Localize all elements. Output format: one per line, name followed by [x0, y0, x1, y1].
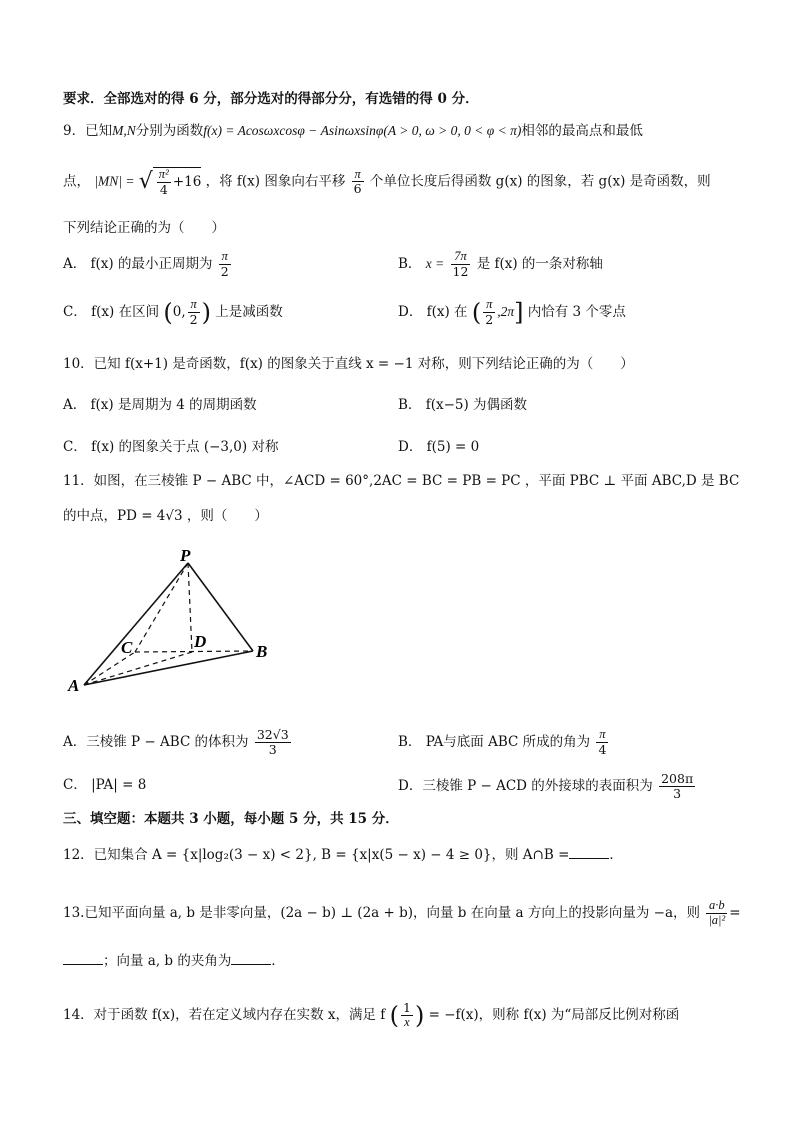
answer-blank[interactable] [569, 846, 609, 859]
q9-sqrt-tail: +16 [172, 173, 202, 190]
frac-num: 7π [451, 250, 471, 265]
q9-text: 相邻的最高点和最低 [521, 123, 643, 139]
paren-open: ( [389, 1001, 399, 1030]
q9-text: 个单位长度后得函数 g(x) 的图象，若 g(x) 是奇函数，则 [369, 173, 711, 190]
option-text: 0, [172, 303, 186, 320]
q10-option-b: B． f(x−5) 为偶函数 [398, 397, 528, 413]
frac-den: 2 [485, 311, 494, 327]
option-text: D．三棱锥 P − ACD 的外接球的表面积为 [398, 777, 653, 794]
q9-sqrt-num: π² [158, 167, 169, 181]
q12-tail: ． [609, 847, 623, 863]
q9-line3: 下列结论正确的为（ ） [63, 220, 225, 236]
q9-shift-num: π [352, 168, 364, 183]
q11-option-c: C． |PA| = 8 [63, 777, 147, 793]
q13-line2 [63, 952, 285, 969]
edge-pc [135, 563, 188, 652]
frac-num: 208π [661, 771, 694, 786]
q11-line1: 11．如图，在三棱锥 P − ABC 中，∠ACD = 60°,2AC = BC = PB = PC ，平面 PBC ⊥ 平面 ABC,D 是 BC [63, 473, 740, 489]
q9-line2 [63, 167, 711, 197]
q9-option-a [63, 250, 233, 279]
q9-text: ，将 f(x) 图象向右平移 [205, 173, 346, 190]
q9-text: 已知 [85, 123, 113, 139]
tetrahedron-figure [60, 545, 280, 695]
option-text: 上是减函数 [215, 303, 283, 320]
option-label: D． [398, 303, 423, 320]
paren-open: ( [163, 298, 173, 327]
q9-number: 9． [63, 123, 86, 139]
q13-text: ；向量 a, b 的夹角为 [103, 953, 232, 969]
q14-text: = −f(x)，则称 f(x) 为“局部反比例对称函 [428, 1006, 680, 1023]
option-text: f(x) 的最小正周期为 [90, 255, 213, 272]
q12-line [63, 846, 623, 863]
q14-text: 14．对于函数 f(x)，若在定义域内存在实数 x，满足 f [63, 1006, 386, 1023]
q9-text: 分别为函数 [135, 123, 204, 139]
option-text: B． PA与底面 ABC 所成的角为 [398, 733, 591, 750]
answer-blank[interactable] [63, 952, 103, 965]
frac-num: π [483, 298, 495, 313]
q11-option-d [398, 772, 697, 801]
option-text: 内恰有 3 个零点 [527, 303, 626, 320]
option-text: x = [425, 255, 445, 271]
option-text: ,2π [497, 303, 515, 319]
section-3-heading: 三、填空题：本题共 3 小题，每小题 5 分，共 15 分． [63, 811, 399, 827]
answer-blank[interactable] [231, 952, 271, 965]
frac-den: 4 [598, 741, 607, 757]
q10-stem: 10．已知 f(x+1) 是奇函数，f(x) 的图象关于直线 x = −1 对称，则下列结论正确的为（ ） [63, 356, 634, 372]
label-p: P [180, 546, 191, 565]
frac-num: π [596, 728, 608, 743]
option-text: 是 f(x) 的一条对称轴 [476, 255, 603, 272]
q9-option-d [398, 298, 626, 327]
frac-den: 3 [268, 741, 277, 757]
frac-den: |a|² [708, 912, 726, 927]
edge-cb [135, 651, 253, 652]
q9-mn-abs: |MN| = [94, 173, 135, 189]
q9-sqrt-den: 4 [159, 181, 168, 197]
frac-den: 12 [452, 263, 469, 279]
frac-num: π [219, 250, 231, 265]
q10-option-d: D． f(5) = 0 [398, 439, 480, 455]
equals-sign: = [729, 904, 741, 921]
option-label: C． [63, 303, 87, 320]
sqrt-symbol: √ $\frac{\text{π²}}{4}$ +16 [138, 167, 202, 197]
q9-option-c [63, 298, 283, 327]
q9-text: 点， [63, 173, 90, 190]
edge-pd [188, 563, 192, 652]
bracket-close: ] [514, 298, 524, 327]
q13-tail: ． [271, 953, 285, 969]
q9-line1 [63, 124, 643, 139]
q10-option-a: A． f(x) 是周期为 4 的周期函数 [63, 397, 257, 413]
label-b: B [256, 642, 268, 661]
q9-mn: M,N [112, 123, 136, 138]
scoring-requirement: 要求．全部选对的得 6 分，部分选对的得部分分，有选错的得 0 分． [63, 91, 479, 107]
q9-formula: f(x) = Acosωxcosφ − Asinωxsinφ(A > 0, ω > 0, 0 < φ < π) [203, 123, 522, 138]
q14-line [63, 1001, 679, 1030]
q12-text: 12．已知集合 A = {x|log₂(3 − x) < 2}, B = {x|x(5 − x) − 4 ≥ 0}，则 A∩B = [63, 847, 570, 863]
frac-num: 1 [402, 1000, 411, 1015]
q11-line2: 的中点，PD = 4√3 ，则（ ） [63, 508, 268, 524]
paren-open: ( [471, 298, 482, 327]
option-text: A．三棱锥 P − ABC 的体积为 [63, 733, 249, 750]
label-d: D [194, 632, 207, 651]
paren-close: ) [201, 298, 211, 327]
q13-text: 13.已知平面向量 a, b 是非零向量，(2a − b) ⊥ (2a + b)，向量 b 在向量 a 方向上的投影向量为 −a，则 [63, 904, 701, 921]
q9-shift-den: 6 [353, 181, 362, 197]
edge-ad [84, 652, 192, 685]
label-a: A [68, 676, 80, 695]
frac-den: 3 [673, 785, 682, 801]
q10-option-c: C． f(x) 的图象关于点 (−3,0) 对称 [63, 439, 279, 455]
frac-num: a·b [706, 899, 727, 914]
option-text: f(x) 在区间 [91, 303, 160, 320]
option-label: B． [398, 255, 422, 272]
paren-close: ) [414, 1001, 425, 1030]
frac-num: π [188, 298, 200, 313]
q9-option-b [398, 250, 603, 279]
option-text: f(x) 在 [426, 303, 468, 320]
label-c: C [121, 638, 133, 657]
frac-den: 2 [220, 263, 229, 279]
option-label: A． [63, 255, 87, 272]
frac-den: x [404, 1014, 410, 1029]
q13-line1 [63, 899, 741, 928]
frac-num: 32√3 [256, 727, 289, 742]
q11-option-a [63, 728, 293, 757]
frac-den: 2 [189, 311, 198, 327]
q11-option-b [398, 728, 610, 757]
